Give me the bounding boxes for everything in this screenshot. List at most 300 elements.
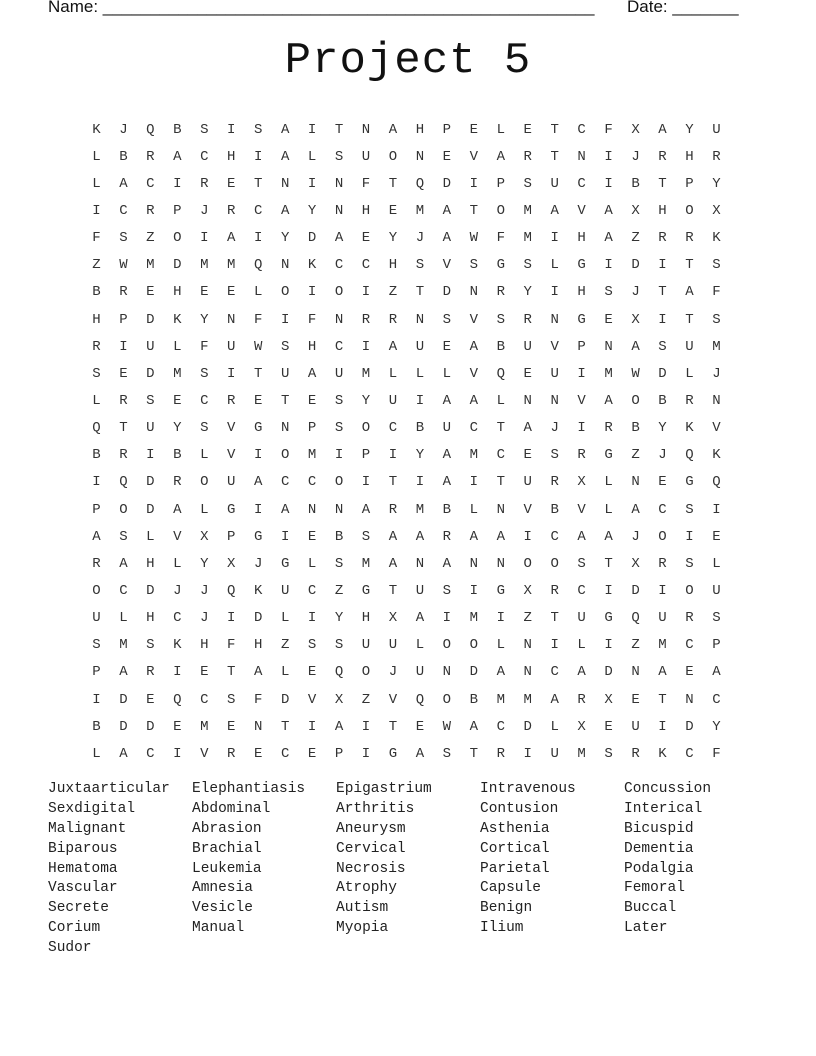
grid-letter: H [361,202,371,219]
grid-letter: N [334,175,344,192]
word-list-item: Arthritis [336,800,415,817]
grid-letter: X [631,311,640,328]
grid-letter: C [146,745,155,762]
grid-letter: K [712,230,721,247]
grid-letter: M [307,447,317,464]
grid-letter: I [469,474,479,491]
grid-row [83,360,730,387]
grid-letter: A [173,501,182,518]
grid-letter: R [119,447,128,464]
grid-letter: N [334,501,344,518]
grid-letter: T [685,257,694,274]
grid-letter: U [550,745,559,762]
grid-letter: F [253,311,263,328]
grid-letter: L [469,501,479,518]
grid-letter: S [92,637,101,654]
grid-letter: J [200,202,209,219]
grid-letter: P [92,664,101,681]
grid-letter: M [577,745,586,762]
grid-letter: S [442,311,452,328]
grid-letter: T [469,202,479,219]
grid-letter: I [604,582,613,599]
grid-letter: H [227,148,236,165]
grid-letter: H [92,311,101,328]
grid-letter: C [577,121,586,138]
grid-letter: K [253,582,263,599]
grid-letter: R [496,745,505,762]
grid-letter: S [604,284,613,301]
grid-letter: I [361,474,371,491]
grid-letter: M [604,365,613,382]
grid-letter: Z [523,610,532,627]
grid-letter: N [631,474,640,491]
grid-letter: S [442,582,452,599]
grid-letter: U [388,392,398,409]
grid-letter: M [712,338,721,355]
grid-letter: A [334,230,344,247]
grid-letter: N [442,664,452,681]
word-list-item: Amnesia [192,880,253,897]
grid-letter: I [550,230,559,247]
grid-letter: J [631,148,640,165]
grid-letter: I [604,257,613,274]
grid-letter: Q [146,121,155,138]
grid-letter: U [388,637,398,654]
grid-letter: L [119,610,128,627]
grid-letter: A [280,501,290,518]
grid-letter: L [200,447,209,464]
grid-letter: M [227,257,236,274]
grid-letter: N [415,555,425,572]
grid-row [83,143,730,170]
grid-letter: E [604,311,613,328]
grid-letter: R [577,691,586,708]
grid-letter: O [361,420,371,437]
grid-letter: I [523,528,532,545]
grid-letter: O [200,474,209,491]
grid-letter: A [631,338,640,355]
grid-letter: B [658,392,667,409]
grid-letter: E [685,664,694,681]
grid-letter: R [577,447,586,464]
grid-letter: H [200,637,209,654]
grid-letter: E [388,202,398,219]
grid-letter: X [577,718,586,735]
grid-letter: O [361,664,371,681]
grid-letter: Q [173,691,182,708]
grid-letter: A [415,610,425,627]
grid-letter: V [469,148,479,165]
grid-letter: F [227,637,236,654]
grid-letter: A [604,230,613,247]
grid-letter: U [146,338,155,355]
grid-letter: G [361,582,371,599]
grid-letter: T [388,582,398,599]
grid-letter: C [388,420,398,437]
grid-letter: I [307,175,317,192]
grid-letter: A [388,121,398,138]
grid-letter: K [173,637,182,654]
grid-letter: A [119,745,128,762]
grid-letter: S [200,121,209,138]
grid-letter: W [253,338,263,355]
grid-row [83,713,730,740]
grid-letter: L [604,501,613,518]
grid-letter: L [253,284,263,301]
grid-letter: I [227,365,236,382]
grid-letter: S [496,311,505,328]
word-list-item: Aneurysm [336,820,406,837]
grid-letter: A [604,202,613,219]
word-list-item: Myopia [336,920,389,937]
grid-letter: F [604,121,613,138]
grid-letter: L [280,664,290,681]
grid-letter: M [523,230,532,247]
word-list-item: Elephantiasis [192,781,306,797]
grid-letter: I [577,365,586,382]
grid-letter: U [442,420,452,437]
grid-letter: U [550,365,559,382]
grid-letter: E [227,718,236,735]
grid-letter: M [361,555,371,572]
grid-letter: P [307,420,317,437]
grid-letter: S [200,420,209,437]
grid-letter: Q [119,474,128,491]
grid-letter: D [631,257,640,274]
grid-letter: Y [334,610,344,627]
grid-letter: A [604,392,613,409]
grid-letter: J [119,121,128,138]
grid-letter: J [658,447,667,464]
grid-letter: B [92,284,101,301]
grid-letter: O [280,447,290,464]
grid-letter: H [415,121,425,138]
grid-letter: R [496,284,505,301]
grid-letter: R [523,148,532,165]
grid-letter: D [280,691,290,708]
grid-letter: Q [631,610,640,627]
grid-letter: B [631,420,640,437]
grid-letter: A [442,230,452,247]
grid-letter: W [631,365,640,382]
grid-letter: A [119,175,128,192]
grid-letter: B [442,501,452,518]
grid-letter: A [523,420,532,437]
grid-letter: T [604,555,613,572]
grid-letter: T [550,121,559,138]
grid-letter: F [712,745,721,762]
grid-letter: R [361,311,371,328]
grid-letter: E [442,148,452,165]
grid-row [83,523,730,550]
grid-letter: F [200,338,209,355]
grid-letter: Q [253,257,263,274]
grid-letter: I [658,718,667,735]
grid-letter: I [173,664,182,681]
grid-letter: I [415,392,425,409]
grid-letter: Y [200,311,209,328]
grid-letter: T [658,175,667,192]
grid-letter: E [173,392,182,409]
grid-letter: N [280,257,290,274]
grid-letter: S [442,745,452,762]
grid-letter: A [334,718,344,735]
grid-letter: E [712,528,721,545]
grid-row [83,740,730,767]
grid-letter: M [173,365,182,382]
grid-letter: Y [280,230,290,247]
grid-letter: O [685,582,694,599]
grid-letter: T [280,718,290,735]
grid-letter: Y [523,284,532,301]
word-list-item: Dementia [624,840,694,857]
grid-letter: U [361,148,371,165]
grid-letter: M [523,202,532,219]
grid-letter: R [227,202,236,219]
grid-letter: X [604,691,613,708]
grid-letter: B [496,338,505,355]
grid-letter: A [712,664,721,681]
grid-letter: V [388,691,398,708]
grid-letter: I [200,230,209,247]
word-list-item: Intravenous [480,781,576,797]
grid-letter: E [307,392,317,409]
grid-letter: C [685,745,694,762]
grid-letter: S [334,420,344,437]
word-list-item [480,939,624,959]
grid-letter: I [119,338,128,355]
grid-letter: U [685,338,694,355]
grid-letter: L [92,148,101,165]
grid-letter: Q [685,447,694,464]
grid-letter: T [388,474,398,491]
grid-letter: T [469,745,479,762]
grid-letter: L [604,474,613,491]
grid-letter: I [604,637,613,654]
grid-letter: U [227,338,236,355]
grid-letter: U [550,175,559,192]
grid-letter: V [227,420,236,437]
grid-letter: D [146,582,155,599]
grid-letter: C [200,148,209,165]
grid-letter: B [119,148,128,165]
grid-letter: A [442,447,452,464]
grid-letter: S [119,230,128,247]
grid-letter: N [496,501,505,518]
grid-letter: R [442,528,452,545]
grid-letter: S [119,528,128,545]
grid-letter: L [577,637,586,654]
grid-letter: R [685,230,694,247]
grid-letter: G [280,555,290,572]
grid-letter: T [388,718,398,735]
grid-letter: R [227,392,236,409]
word-list-item: Abrasion [192,820,262,837]
grid-letter: C [307,474,317,491]
grid-row [83,442,730,469]
grid-letter: C [496,447,505,464]
grid-letter: Q [227,582,236,599]
grid-letter: U [631,718,640,735]
grid-letter: T [658,691,667,708]
grid-letter: I [685,528,694,545]
grid-letter: A [469,392,479,409]
grid-letter: M [146,257,155,274]
grid-letter: A [92,528,101,545]
grid-letter: O [658,528,667,545]
grid-letter: I [658,311,667,328]
grid-letter: N [604,338,613,355]
grid-row [83,225,730,252]
grid-letter: L [550,257,559,274]
grid-letter: C [119,202,128,219]
grid-letter: P [685,175,694,192]
grid-letter: O [92,582,101,599]
grid-letter: S [523,175,532,192]
grid-letter: V [523,501,532,518]
grid-letter: P [442,121,452,138]
grid-letter: H [685,148,694,165]
grid-letter: C [361,257,371,274]
name-field-label: Name: ____________________________________________________ [48,0,595,16]
grid-letter: I [307,610,317,627]
grid-letter: I [173,175,182,192]
grid-letter: A [469,338,479,355]
grid-letter: C [469,420,479,437]
grid-letter: I [469,175,479,192]
grid-letter: X [523,582,532,599]
grid-letter: A [280,121,290,138]
grid-letter: J [253,555,263,572]
grid-letter: G [577,311,586,328]
grid-letter: B [631,175,640,192]
grid-letter: Z [631,447,640,464]
grid-letter: T [415,284,425,301]
grid-letter: H [577,230,586,247]
grid-row [83,252,730,279]
word-list-item: Asthenia [480,820,550,837]
grid-letter: D [631,582,640,599]
grid-letter: A [631,501,640,518]
grid-letter: A [361,501,371,518]
grid-letter: I [361,745,371,762]
word-list-item [336,939,480,959]
word-list-item: Cortical [480,840,550,857]
grid-letter: V [469,365,479,382]
grid-letter: I [173,745,182,762]
word-list-item: Vascular [48,880,118,897]
grid-letter: L [442,365,452,382]
grid-letter: H [253,637,263,654]
grid-letter: J [550,420,559,437]
grid-letter: P [712,637,721,654]
grid-letter: N [361,121,371,138]
grid-letter: E [523,121,532,138]
grid-letter: G [496,582,505,599]
grid-letter: Q [496,365,505,382]
grid-letter: I [253,501,263,518]
grid-letter: N [253,718,263,735]
grid-letter: X [200,528,209,545]
grid-letter: I [334,447,344,464]
grid-letter: I [496,610,505,627]
grid-letter: R [200,175,209,192]
grid-letter: L [173,555,182,572]
word-list-item: Corium [48,920,101,937]
grid-letter: I [604,175,613,192]
grid-letter: E [361,230,371,247]
grid-letter: M [200,718,209,735]
grid-letter: G [388,745,398,762]
grid-letter: I [227,121,236,138]
grid-letter: S [658,338,667,355]
grid-letter: H [361,610,371,627]
grid-letter: L [173,338,182,355]
grid-letter: J [200,610,209,627]
grid-row [83,632,730,659]
grid-letter: U [334,365,344,382]
grid-letter: L [388,365,398,382]
grid-letter: R [523,311,532,328]
grid-letter: I [523,745,532,762]
grid-letter: L [496,121,505,138]
grid-letter: Y [685,121,694,138]
grid-letter: I [604,148,613,165]
grid-letter: A [496,664,505,681]
grid-letter: B [334,528,344,545]
grid-letter: T [253,175,263,192]
grid-letter: A [119,664,128,681]
grid-letter: H [146,610,155,627]
grid-letter: D [523,718,532,735]
word-list-item: Vesicle [192,900,253,917]
grid-letter: K [658,745,667,762]
grid-letter: U [712,121,721,138]
grid-letter: Y [712,175,721,192]
grid-letter: D [442,284,452,301]
grid-letter: N [307,501,317,518]
grid-letter: C [550,528,559,545]
grid-letter: C [577,175,586,192]
word-list-item: Secrete [48,900,109,917]
grid-letter: O [334,284,344,301]
word-list-item: Sudor [48,940,92,957]
grid-letter: S [712,610,721,627]
grid-letter: W [442,718,452,735]
word-list-item: Brachial [192,840,262,857]
grid-letter: F [253,691,263,708]
grid-letter: Z [631,637,640,654]
grid-letter: D [658,365,667,382]
grid-letter: C [280,474,290,491]
grid-letter: X [631,121,640,138]
grid-letter: X [712,202,721,219]
grid-letter: P [173,202,182,219]
grid-letter: C [173,610,182,627]
grid-letter: F [496,230,505,247]
grid-letter: A [658,664,667,681]
grid-letter: A [496,528,505,545]
grid-letter: V [173,528,182,545]
grid-letter: N [469,284,479,301]
grid-letter: J [712,365,721,382]
grid-letter: I [227,610,236,627]
grid-letter: I [577,420,586,437]
grid-letter: Q [415,175,425,192]
grid-letter: E [307,528,317,545]
grid-letter: U [523,338,532,355]
grid-letter: I [92,202,101,219]
